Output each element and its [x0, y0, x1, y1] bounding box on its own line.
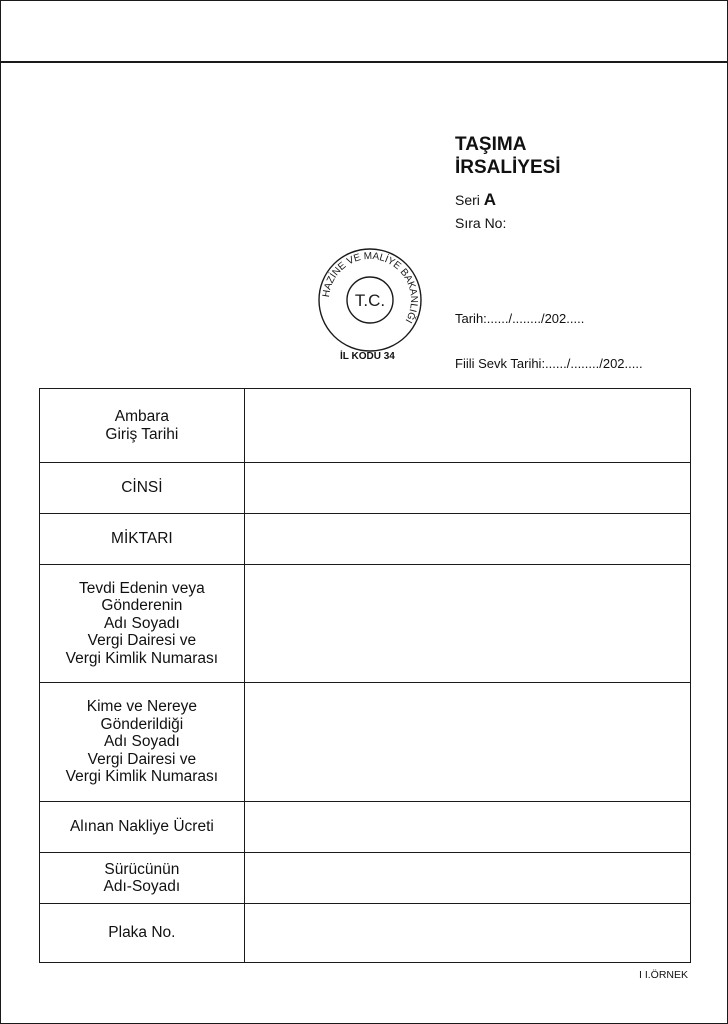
row-field-miktari[interactable]	[244, 514, 690, 565]
row-field-nakliye-ucreti[interactable]	[244, 802, 690, 853]
row-field-surucu[interactable]	[244, 853, 690, 904]
row-label-plaka	[40, 904, 245, 963]
form-row-plaka	[40, 904, 691, 963]
form-row-miktari	[40, 514, 691, 565]
row-label-line: Alınan Nakliye Ücreti	[69, 818, 214, 836]
row-label-line: Gönderenin	[101, 597, 183, 615]
row-label-line: Sürücünün	[104, 860, 180, 878]
form-row-ambara	[40, 389, 691, 463]
form-row-nakliye-ucreti	[40, 802, 691, 853]
row-label-line: MİKTARI	[111, 530, 173, 548]
row-label-nakliye-ucreti	[40, 802, 245, 853]
fiili-sevk-tarihi-line: Fiili Sevk Tarihi:....../......../202.....	[455, 356, 643, 371]
row-label-line: Ambara	[114, 408, 170, 425]
row-label-surucu	[40, 853, 245, 904]
sira-no-label: Sıra No:	[455, 215, 507, 231]
ministry-seal	[317, 247, 423, 353]
seri-line	[455, 191, 496, 209]
seal-graphic	[317, 247, 423, 353]
seri-label: Seri	[455, 192, 480, 208]
row-label-line: Adı Soyadı	[103, 614, 180, 632]
row-label-tevdi-eden	[40, 565, 245, 683]
row-label-cinsi	[40, 463, 245, 514]
row-field-plaka[interactable]	[244, 904, 690, 963]
row-label-line: Giriş Tarihi	[105, 425, 179, 443]
form-row-surucu	[40, 853, 691, 904]
row-field-cinsi[interactable]	[244, 463, 690, 514]
row-label-line: Vergi Dairesi ve	[87, 632, 197, 650]
row-label-line: CİNSİ	[121, 479, 163, 497]
copy-number-label: I I.ÖRNEK	[638, 969, 688, 981]
form-row-tevdi-eden	[40, 565, 691, 683]
title-line-2: İRSALİYESİ	[455, 157, 561, 178]
row-label-line: Vergi Dairesi ve	[87, 750, 197, 768]
row-label-line: Vergi Kimlik Numarası	[65, 768, 219, 786]
form-row-kime-nereye	[40, 683, 691, 802]
top-divider	[0, 61, 728, 63]
document-title	[455, 133, 561, 179]
row-field-ambara-giris-tarihi[interactable]	[244, 389, 690, 463]
row-label-line: Tevdi Edenin veya	[78, 579, 205, 597]
seri-value: A	[483, 190, 497, 209]
row-field-tevdi-eden[interactable]	[244, 565, 690, 683]
row-label-ambara-giris-tarihi	[40, 389, 245, 463]
il-kodu-label: İL KODU 34	[340, 351, 395, 362]
tarih-line: Tarih:....../......../202.....	[455, 311, 585, 326]
row-label-line: Adı Soyadı	[103, 733, 180, 751]
row-label-line: Gönderildiği	[100, 715, 184, 733]
row-label-line: Plaka No.	[108, 924, 176, 942]
seal-ring-text: HAZİNE VE MALİYE BAKANLIĞI	[321, 250, 420, 325]
row-label-kime-nereye	[40, 683, 245, 802]
waybill-form-table	[39, 388, 691, 963]
title-line-1: TAŞIMA	[455, 134, 527, 155]
row-field-kime-nereye[interactable]	[244, 683, 690, 802]
row-label-line: Kime ve Nereye	[86, 698, 198, 716]
row-label-line: Adı-Soyadı	[103, 878, 181, 895]
seal-center-text: T.C.	[354, 291, 386, 310]
row-label-miktari	[40, 514, 245, 565]
row-label-line: Vergi Kimlik Numarası	[65, 649, 219, 667]
form-row-cinsi	[40, 463, 691, 514]
